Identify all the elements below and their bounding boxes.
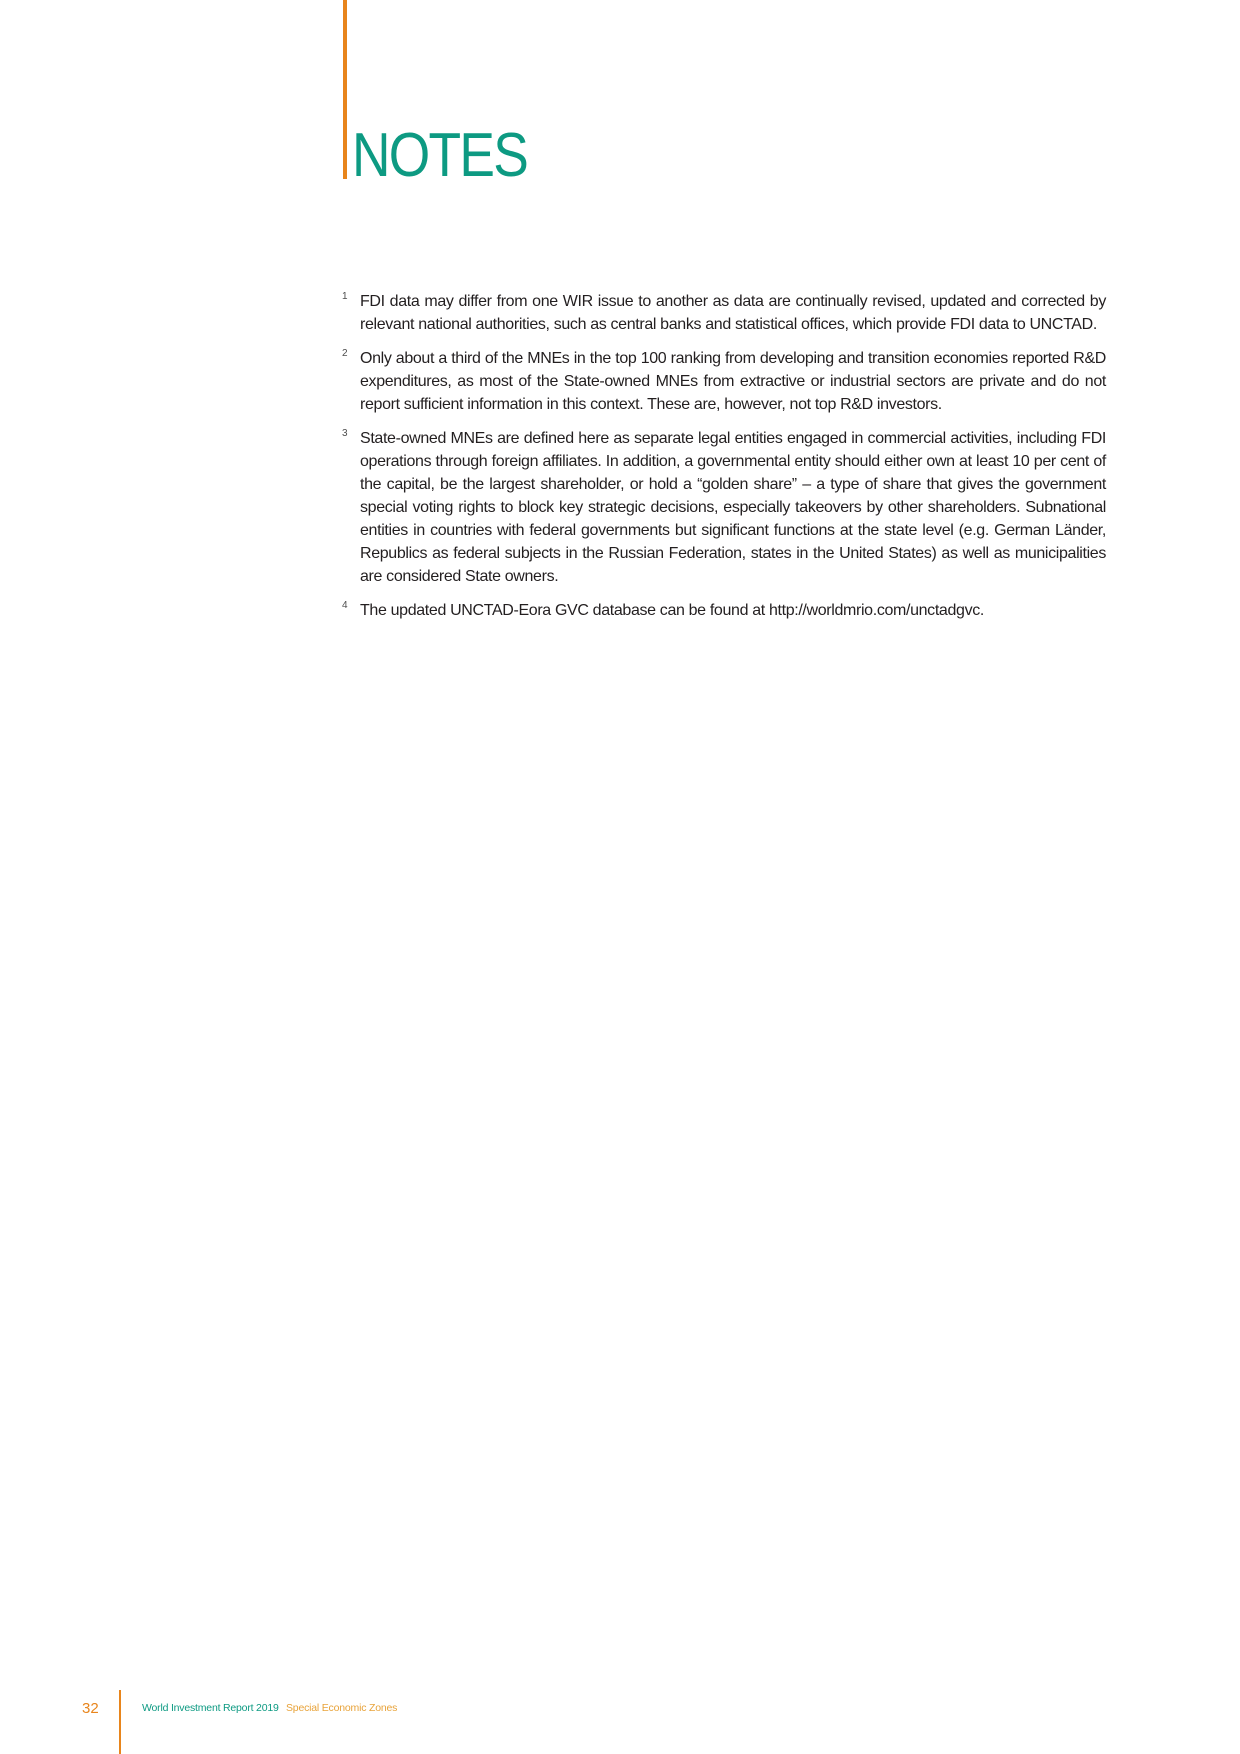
note-item: [342, 599, 1106, 622]
page-title: NOTES: [352, 121, 528, 190]
note-text: FDI data may differ from one WIR issue to another as data are continually revised, updated and corrected by relevant national authorities, such as central banks and statistical offices, which provide FDI data to UNCTAD.: [360, 293, 1106, 333]
title-accent-bar: [343, 0, 347, 179]
note-item: [342, 427, 1106, 588]
note-number: 4: [342, 600, 348, 611]
note-item: [342, 290, 1106, 336]
note-text: State-owned MNEs are defined here as separate legal entities engaged in commercial activities, including FDI operations through foreign affiliates. In addition, a governmental entity should either own at least 10 per cent of the capital, be the largest shareholder, or hold a “golden share” – a type of share that gives the government special voting rights to block key strategic decisions, especially takeovers by other shareholders. Subnational entities in countries with federal governments but significant functions at the state level (e.g. German Länder, Republics as federal subjects in the Russian Federation, states in the United States) as well as municipalities are considered State owners.: [360, 430, 1106, 585]
note-number: 1: [342, 291, 348, 302]
notes-list: [342, 290, 1106, 633]
note-number: 2: [342, 348, 348, 359]
footer-divider: [119, 1690, 121, 1754]
note-text: Only about a third of the MNEs in the top 100 ranking from developing and transition economies reported R&D expenditures, as most of the State-owned MNEs from extractive or industrial sectors are private and do not report sufficient information in this context. These are, however, not top R&D investors.: [360, 350, 1106, 413]
page-number: 32: [82, 1700, 99, 1717]
note-text: The updated UNCTAD-Eora GVC database can be found at http://worldmrio.com/unctadgvc.: [360, 602, 984, 619]
footer-report-subtitle: Special Economic Zones: [286, 1702, 398, 1714]
footer-report-title: World Investment Report 2019: [142, 1702, 279, 1714]
note-item: [342, 347, 1106, 416]
note-number: 3: [342, 428, 348, 439]
